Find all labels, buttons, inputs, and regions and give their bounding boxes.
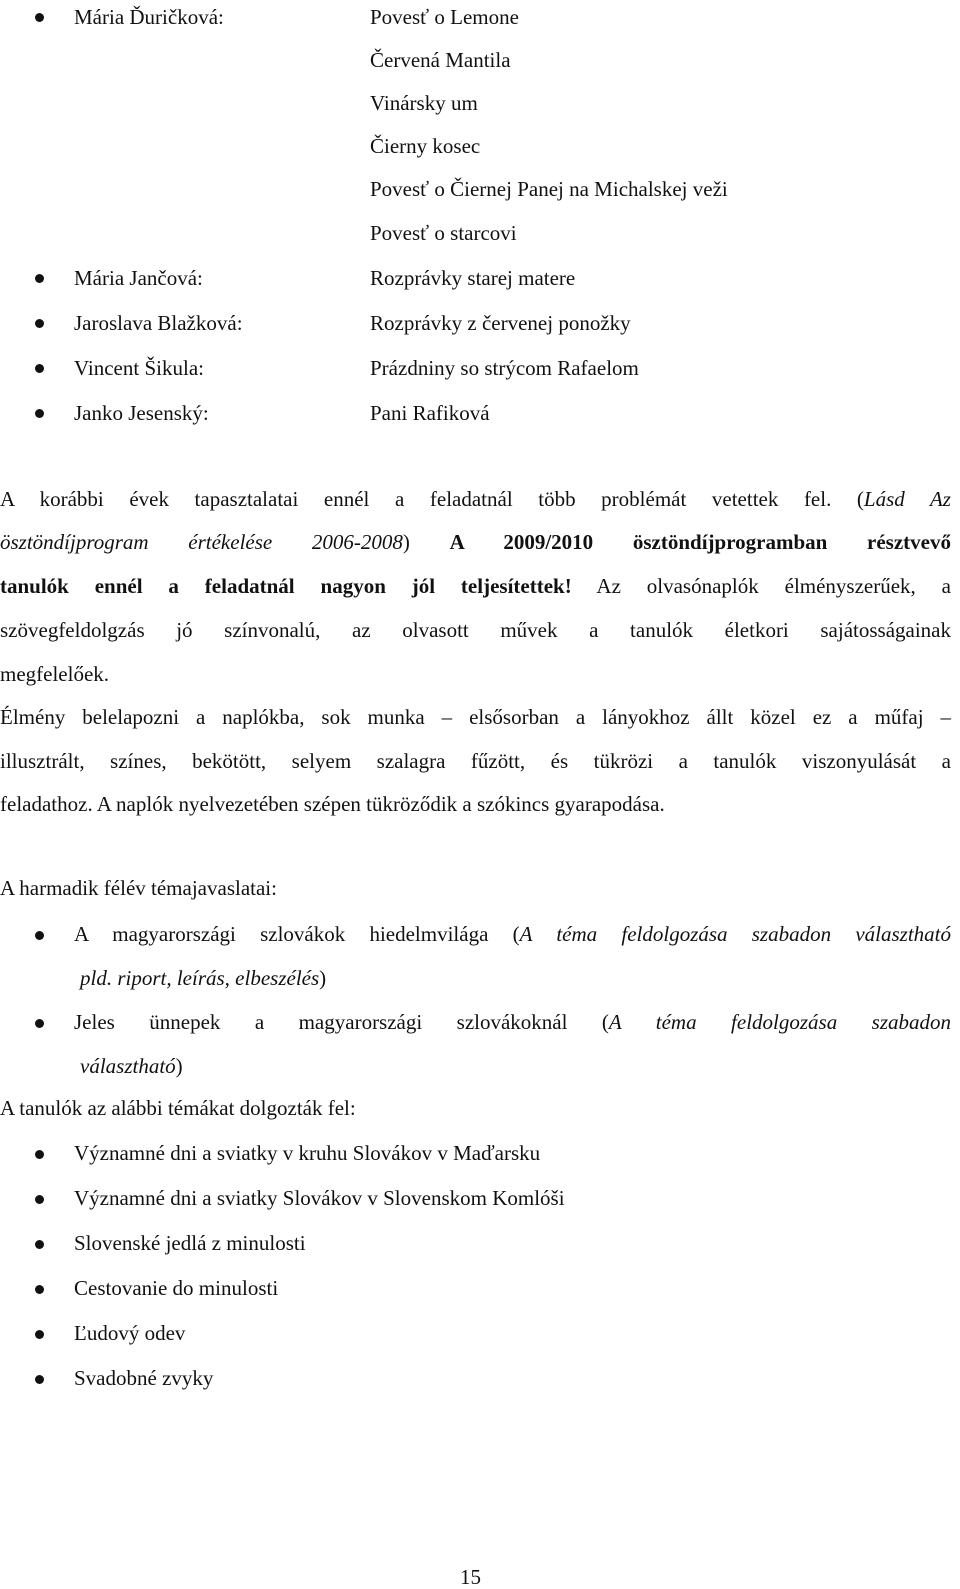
bullet: [35, 409, 44, 418]
author-name: Janko Jesenský:: [74, 401, 209, 425]
bullet: [35, 1195, 44, 1204]
work-title: Červená Mantila: [370, 48, 511, 72]
bullet: [35, 364, 44, 373]
bullet: [35, 1019, 44, 1028]
topic-item: Významné dni a sviatky Slovákov v Slovenskom Komlóši: [74, 1186, 565, 1210]
work-title: Pani Rafiková: [370, 401, 490, 425]
paragraph-line: ösztöndíjprogram értékelése 2006-2008) A 2009/2010 ösztöndíjprogramban résztvevő: [0, 530, 951, 554]
topic-item: Svadobné zvyky: [74, 1366, 214, 1390]
topic-item: Cestovanie do minulosti: [74, 1276, 279, 1300]
work-title: Prázdniny so strýcom Rafaelom: [370, 356, 639, 380]
work-title: Vinársky um: [370, 91, 478, 115]
work-title: Povesť o starcovi: [370, 221, 517, 245]
list-item-continued: pld. riport, leírás, elbeszélés): [80, 966, 327, 990]
work-title: Povesť o Lemone: [370, 5, 519, 29]
author-name: Vincent Šikula:: [74, 356, 204, 380]
bullet: [35, 1375, 44, 1384]
paragraph-line: feladathoz. A naplók nyelvezetében szépen tükröződik a szókincs gyarapodása.: [0, 792, 665, 816]
work-title: Čierny kosec: [370, 134, 481, 158]
topic-item: Významné dni a sviatky v kruhu Slovákov v Maďarsku: [74, 1141, 541, 1165]
bullet: [35, 319, 44, 328]
paragraph-line: megfelelőek.: [0, 662, 110, 686]
author-name: Jaroslava Blažková:: [74, 311, 243, 335]
bullet: [35, 13, 44, 22]
bullet: [35, 1285, 44, 1294]
paragraph-line: Élmény belelapozni a naplókba, sok munka – elsősorban a lányokhoz állt közel ez a műfaj –: [0, 705, 951, 729]
bullet: [35, 931, 44, 940]
section-heading: A harmadik félév témajavaslatai:: [0, 876, 277, 900]
work-title: Rozprávky z červenej ponožky: [370, 311, 631, 335]
section-heading: A tanulók az alábbi témákat dolgozták fel:: [0, 1096, 356, 1120]
list-item-continued: választható): [80, 1054, 183, 1078]
paragraph-line: illusztrált, színes, bekötött, selyem szalagra fűzött, és tükrözi a tanulók viszonyulását a: [0, 749, 951, 773]
list-item: Jeles ünnepek a magyarországi szlovákoknál (A téma feldolgozása szabadon: [74, 1010, 951, 1034]
work-title: Rozprávky starej matere: [370, 266, 576, 290]
topic-item: Ľudový odev: [74, 1321, 186, 1345]
page-number: 15: [460, 1565, 481, 1589]
bullet: [35, 1150, 44, 1159]
work-title: Povesť o Čiernej Panej na Michalskej veži: [370, 177, 728, 201]
paragraph-line: tanulók ennél a feladatnál nagyon jól teljesítettek! Az olvasónaplók élményszerűek, a: [0, 574, 951, 598]
topic-item: Slovenské jedlá z minulosti: [74, 1231, 306, 1255]
list-item: A magyarországi szlovákok hiedelmvilága (A téma feldolgozása szabadon választható: [74, 922, 952, 946]
paragraph-line: szövegfeldolgzás jó színvonalú, az olvasott művek a tanulók életkori sajátosságainak: [0, 618, 951, 642]
author-name: Mária Jančová:: [74, 266, 203, 290]
bullet: [35, 1330, 44, 1339]
author-name: Mária Ďuričková:: [74, 5, 224, 29]
bullet: [35, 1240, 44, 1249]
paragraph-line: A korábbi évek tapasztalatai ennél a feladatnál több problémát vetettek fel. (Lásd Az: [0, 487, 951, 511]
bullet: [35, 274, 44, 283]
